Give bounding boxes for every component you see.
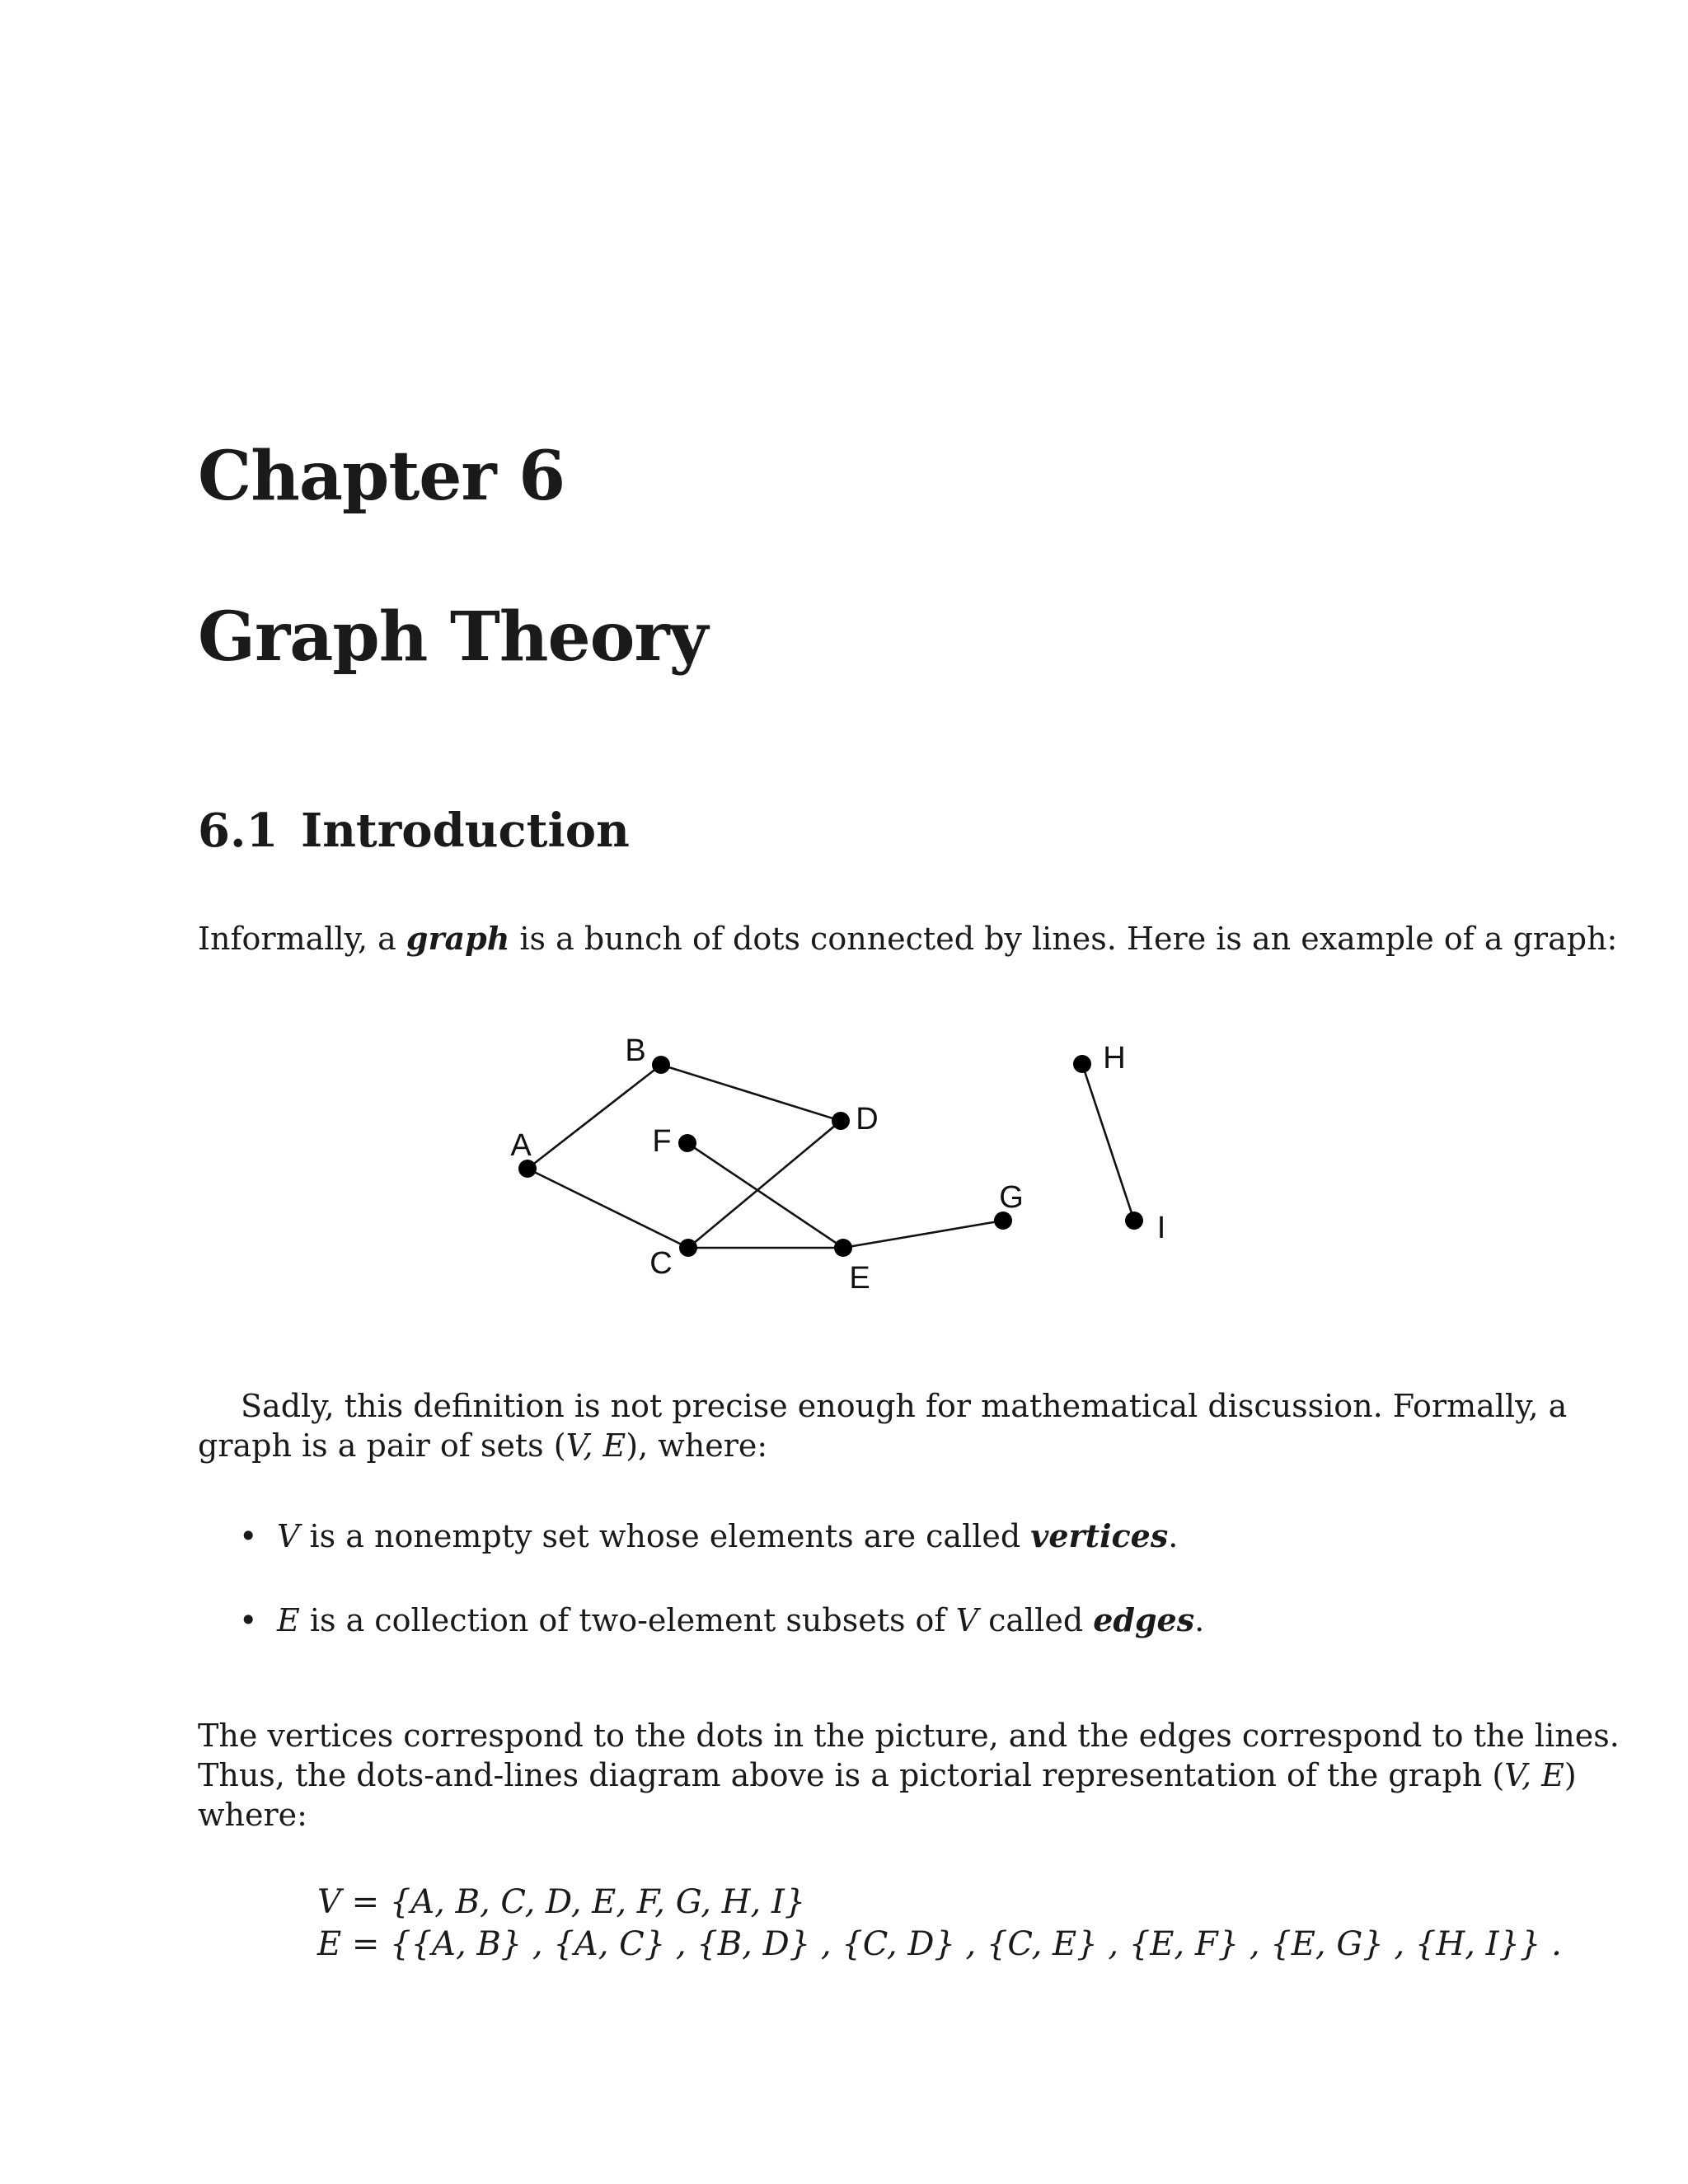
equation-vertex-set: V = {A, B, C, D, E, F, G, H, I} — [317, 1883, 806, 1921]
bullet-edges-text: is a collection of two-element subsets of — [299, 1602, 956, 1638]
definition-paragraph: Sadly, this definition is not precise enough for mathematical discussion. Formally, a graph is a pair of sets (V, E), where: — [198, 1388, 1568, 1464]
vertex-E — [834, 1239, 852, 1257]
section-title: Introduction — [301, 804, 630, 858]
bullet-icon: • — [239, 1602, 258, 1638]
edge-A-B — [528, 1065, 661, 1169]
correspondence-pair-math: V, E — [1504, 1757, 1564, 1793]
bullet-edges-var: E — [277, 1602, 300, 1638]
intro-text-before: Informally, a — [198, 921, 406, 957]
bullet-edges-mid: called — [978, 1602, 1094, 1638]
equation-edge-set: E = {{A, B} , {A, C} , {B, D} , {C, D} , {C, E} , {E, F} , {E, G} , {H, I}} . — [317, 1925, 1562, 1963]
bullet-icon: • — [239, 1518, 258, 1554]
definition-pair-math: V, E — [565, 1427, 626, 1464]
equation-e-lhs: E — [317, 1925, 342, 1963]
correspondence-paragraph — [198, 1716, 1620, 1835]
vertex-label-I: I — [1156, 1211, 1166, 1245]
vertex-label-B: B — [625, 1033, 646, 1068]
graph-edges — [528, 1064, 1134, 1248]
correspondence-line-2-text: Thus, the dots-and-lines diagram above is a pictorial representation of the graph — [198, 1757, 1493, 1793]
definition-line-1: Sadly, this definition is not precise enough for mathematical discussion. Formally, a — [241, 1388, 1568, 1424]
correspondence-line-3: where: — [198, 1797, 307, 1833]
bullet-vertices-end: . — [1168, 1518, 1179, 1554]
chapter-label: Chapter 6 — [198, 437, 565, 516]
vertex-C — [679, 1239, 697, 1257]
vertex-label-G: G — [999, 1180, 1024, 1215]
equation-v-rhs: {A, B, C, D, E, F, G, H, I} — [389, 1883, 806, 1921]
edge-E-F — [687, 1143, 843, 1248]
edge-A-C — [528, 1169, 688, 1248]
definition-line-2-after: , where: — [638, 1427, 768, 1464]
bullet-vertices — [239, 1516, 1178, 1556]
vertex-F — [678, 1134, 696, 1152]
vertex-label-A: A — [510, 1128, 532, 1163]
term-graph: graph — [406, 920, 510, 957]
equation-e-rhs: {{A, B} , {A, C} , {B, D} , {C, D} , {C, E} , {E, F} , {E, G} , {H, I}} . — [390, 1925, 1562, 1963]
bullet-edges-var2: V — [955, 1602, 979, 1638]
edge-H-I — [1082, 1064, 1134, 1221]
term-edges: edges — [1093, 1601, 1195, 1638]
definition-line-2-before: graph is a pair of sets — [198, 1427, 554, 1464]
edge-B-D — [661, 1065, 841, 1121]
vertex-I — [1125, 1212, 1143, 1230]
bullet-edges — [239, 1601, 1204, 1640]
graph-vertices — [518, 1055, 1143, 1257]
edge-C-D — [688, 1121, 841, 1248]
vertex-B — [652, 1056, 670, 1074]
edge-E-G — [843, 1221, 1003, 1248]
vertex-label-D: D — [856, 1102, 879, 1137]
correspondence-line-2: Thus, the dots-and-lines diagram above is a pictorial representation of the graph (V, E) — [198, 1757, 1577, 1793]
term-vertices: vertices — [1030, 1517, 1169, 1554]
vertex-H — [1073, 1055, 1091, 1073]
correspondence-line-1: The vertices correspond to the dots in the picture, and the edges correspond to the lines. — [198, 1718, 1620, 1754]
section-number: 6.1 — [198, 804, 279, 858]
vertex-label-F: F — [652, 1124, 672, 1159]
bullet-edges-end: . — [1194, 1602, 1205, 1638]
bullet-vertices-text: is a nonempty set whose elements are called — [299, 1518, 1031, 1554]
graph-vertex-labels — [510, 1033, 1165, 1296]
intro-text-after: is a bunch of dots connected by lines. Here is an example of a graph: — [509, 921, 1618, 957]
equation-v-lhs: V — [317, 1883, 341, 1921]
chapter-title: Graph Theory — [198, 598, 708, 677]
vertex-label-C: C — [649, 1246, 673, 1281]
vertex-label-H: H — [1103, 1041, 1126, 1076]
vertex-label-E: E — [849, 1261, 870, 1296]
vertex-D — [832, 1112, 850, 1130]
bullet-vertices-var: V — [277, 1518, 300, 1554]
